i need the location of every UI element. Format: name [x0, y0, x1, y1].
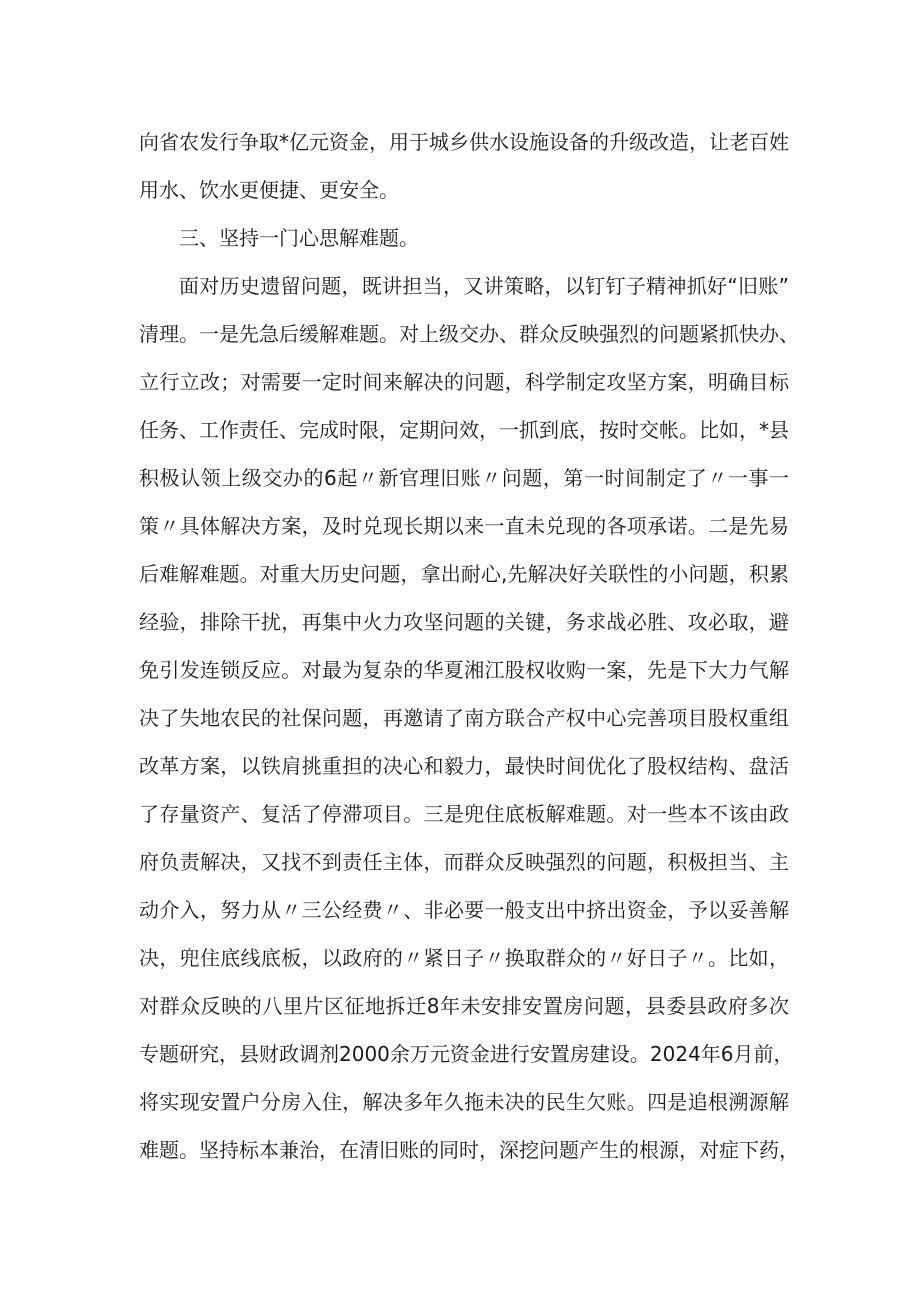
paragraph-line: 积极认领上级交办的6起〃新官理旧账〃问题，第一时间制定了〃一事一	[139, 466, 789, 490]
paragraph-line: 动介入，努力从〃三公经费〃、非必要一般支出中挤出资金，予以妥善解	[139, 898, 789, 922]
paragraph-line: 府负责解决，又找不到责任主体，而群众反映强烈的问题，积极担当、主	[139, 850, 789, 874]
paragraph-line: 难题。坚持标本兼治，在清旧账的同时，深挖问题产生的根源，对症下药，	[139, 1138, 799, 1162]
paragraph-line: 将实现安置户分房入住，解决多年久拖未决的民生欠账。四是追根溯源解	[139, 1090, 789, 1114]
paragraph-line: 向省农发行争取*亿元资金，用于城乡供水设施设备的升级改造，让老百姓	[139, 130, 789, 154]
paragraph-line: 免引发连锁反应。对最为复杂的华夏湘江股权收购一案，先是下大力气解	[139, 658, 789, 682]
paragraph-line: 立行立改；对需要一定时间来解决的问题，科学制定攻坚方案，明确目标	[139, 370, 789, 394]
paragraph-line: 对群众反映的八里片区征地拆迁8年未安排安置房问题，县委县政府多次	[139, 994, 789, 1018]
paragraph-line: 后难解难题。对重大历史问题，拿出耐心,先解决好关联性的小问题，积累	[139, 562, 789, 586]
paragraph-line: 决，兜住底线底板，以政府的〃紧日子〃换取群众的〃好日子〃。比如，	[139, 946, 789, 970]
paragraph-line: 用水、饮水更便捷、更安全。	[139, 178, 399, 202]
paragraph-line: 专题研究，县财政调剂2000余万元资金进行安置房建设。2024年6月前，	[139, 1042, 794, 1066]
paragraph-line: 决了失地农民的社保问题，再邀请了南方联合产权中心完善项目股权重组	[139, 706, 789, 730]
paragraph-line: 任务、工作责任、完成时限，定期问效，一抓到底，按时交帐。比如，*县	[139, 418, 789, 442]
document-body	[139, 118, 799, 1174]
section-heading: 三、坚持一门心思解难题。	[179, 226, 419, 250]
paragraph-line: 改革方案，以铁肩挑重担的决心和毅力，最快时间优化了股权结构、盘活	[139, 754, 789, 778]
paragraph-line: 策〃具体解决方案，及时兑现长期以来一直未兑现的各项承诺。二是先易	[139, 514, 789, 538]
paragraph-line: 面对历史遗留问题，既讲担当，又讲策略，以钉钉子精神抓好“旧账”	[179, 274, 789, 298]
paragraph-line: 清理。一是先急后缓解难题。对上级交办、群众反映强烈的问题紧抓快办、	[139, 322, 799, 346]
paragraph-line: 了存量资产、复活了停滞项目。三是兜住底板解难题。对一些本不该由政	[139, 802, 789, 826]
paragraph-line: 经验，排除干扰，再集中火力攻坚问题的关键，务求战必胜、攻必取，避	[139, 610, 789, 634]
